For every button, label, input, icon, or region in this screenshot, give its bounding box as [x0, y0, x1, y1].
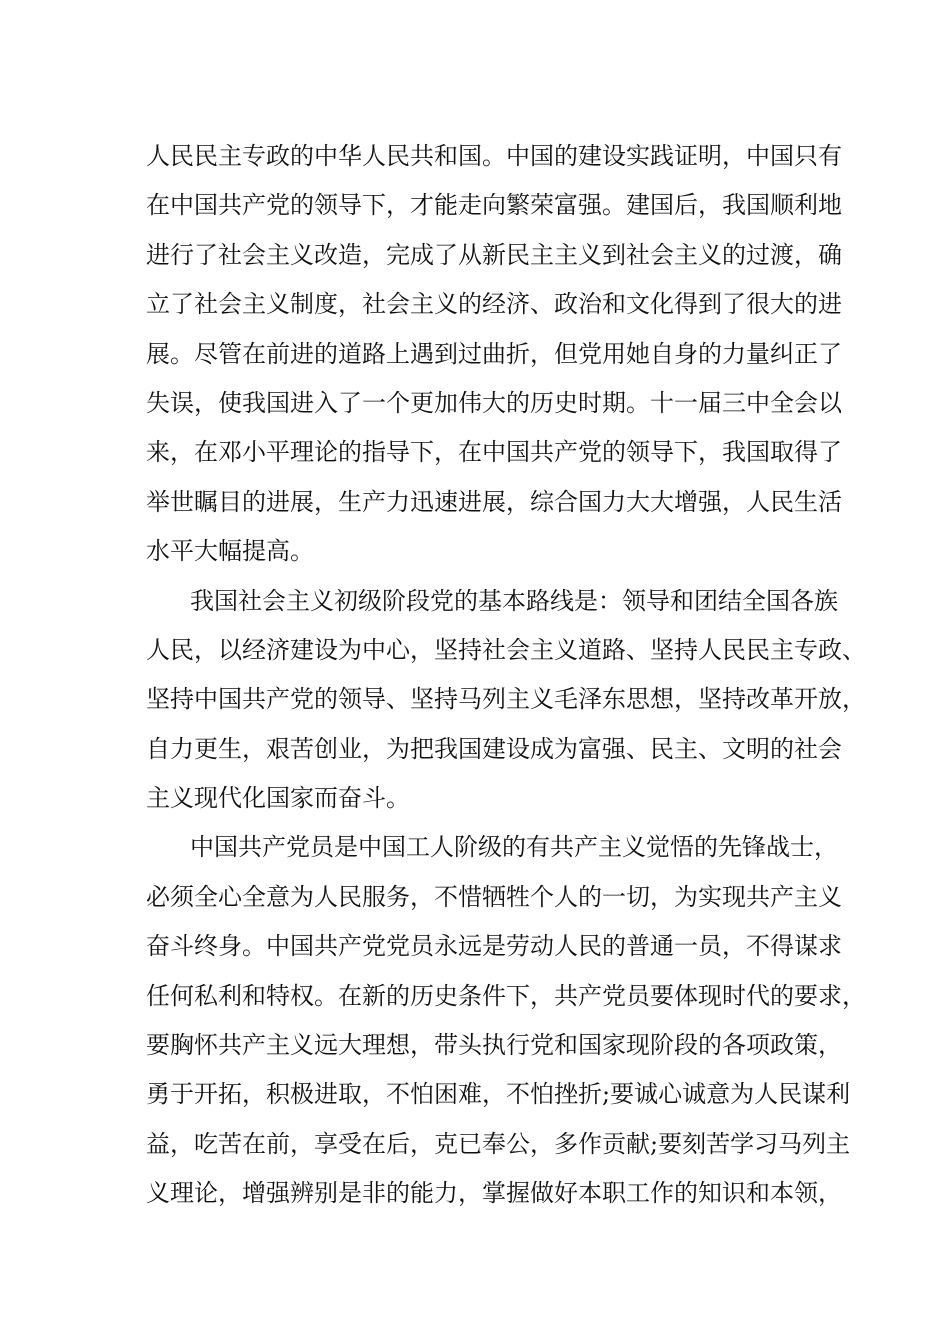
text-line: 义理论，增强辨别是非的能力，掌握做好本职工作的知识和本领，	[146, 1179, 842, 1208]
text-line: 来，在邓小平理论的指导下，在中国共产党的领导下，我国取得了	[146, 438, 842, 467]
text-line: 在中国共产党的领导下，才能走向繁荣富强。建国后，我国顺利地	[146, 191, 842, 220]
text-line: 益，吃苦在前，享受在后，克已奉公，多作贡献;要刻苦学习马列主	[146, 1129, 851, 1158]
text-line: 立了社会主义制度，社会主义的经济、政治和文化得到了很大的进	[146, 290, 842, 319]
text-line: 要胸怀共产主义远大理想，带头执行党和国家现阶段的各项政策，	[146, 1031, 842, 1060]
text-line: 奋斗终身。中国共产党党员永远是劳动人民的普通一员，不得谋求	[146, 932, 842, 961]
text-line: 我国社会主义初级阶段党的基本路线是：领导和团结全国各族	[190, 586, 838, 615]
body-text	[146, 132, 866, 1219]
paragraph-2	[146, 577, 866, 824]
text-line: 坚持中国共产党的领导、坚持马列主义毛泽东思想，坚持改革开放，	[146, 685, 866, 714]
text-line: 必须全心全意为人民服务，不惜牺牲个人的一切，为实现共产主义	[146, 882, 842, 911]
text-line: 展。尽管在前进的道路上遇到过曲折，但党用她自身的力量纠正了	[146, 339, 842, 368]
text-line: 人民民主专政的中华人民共和国。中国的建设实践证明，中国只有	[146, 142, 842, 170]
paragraph-3	[146, 823, 866, 1218]
text-line: 自力更生，艰苦创业，为把我国建设成为富强、民主、文明的社会	[146, 734, 842, 763]
text-line: 勇于开拓，积极进取，不怕困难，不怕挫折;要诚心诚意为人民谋利	[146, 1080, 851, 1109]
text-line: 进行了社会主义改造，完成了从新民主主义到社会主义的过渡，确	[146, 240, 842, 269]
text-line: 中国共产党员是中国工人阶级的有共产主义觉悟的先锋战士，	[190, 833, 838, 862]
text-line: 主义现代化国家而奋斗。	[146, 784, 410, 813]
text-line: 人民，以经济建设为中心，坚持社会主义道路、坚持人民民主专政、	[146, 635, 866, 664]
text-line: 失误，使我国进入了一个更加伟大的历史时期。十一届三中全会以	[146, 388, 842, 417]
paragraph-1	[146, 132, 842, 577]
text-line: 举世瞩目的进展，生产力迅速进展，综合国力大大增强，人民生活	[146, 487, 842, 516]
text-line: 水平大幅提高。	[146, 537, 314, 566]
text-line: 任何私利和特权。在新的历史条件下，共产党员要体现时代的要求，	[146, 981, 866, 1010]
